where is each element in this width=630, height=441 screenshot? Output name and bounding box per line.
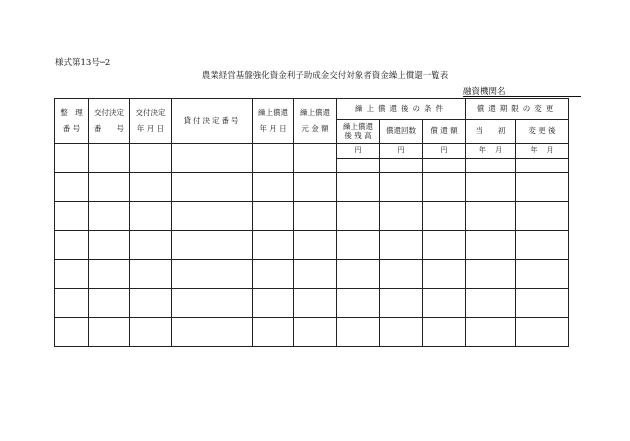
table-cell[interactable] [89, 173, 130, 202]
table-cell[interactable] [172, 289, 253, 318]
repayment-table [54, 98, 569, 347]
table-cell[interactable] [380, 260, 423, 289]
table-cell[interactable] [89, 231, 130, 260]
table-cell[interactable] [380, 318, 423, 347]
table-cell[interactable] [380, 173, 423, 202]
header-kuriage-date: 繰上償還 年 月 日 [253, 99, 294, 144]
table-row [55, 173, 569, 202]
table-cell[interactable] [516, 173, 569, 202]
table-cell[interactable] [423, 260, 466, 289]
table-cell[interactable] [253, 289, 294, 318]
table-cell[interactable] [55, 289, 89, 318]
table-cell[interactable] [89, 260, 130, 289]
table-cell[interactable] [130, 202, 172, 231]
table-cell[interactable] [294, 231, 337, 260]
table-cell[interactable] [516, 289, 569, 318]
institution-label: 融資機関名 [463, 87, 506, 97]
table-row [55, 231, 569, 260]
institution-name-line[interactable] [463, 96, 581, 97]
table-cell[interactable] [253, 173, 294, 202]
table-cell[interactable] [55, 318, 89, 347]
table-cell[interactable] [130, 231, 172, 260]
table-cell[interactable] [55, 202, 89, 231]
table-cell[interactable] [89, 318, 130, 347]
header-conditions: 繰上償還後の条件 [337, 99, 466, 120]
header-initial: 当 初 [466, 120, 516, 144]
header-kofu-date: 交付決定 年 月 日 [130, 99, 172, 144]
table-cell[interactable] [55, 231, 89, 260]
table-cell[interactable] [253, 231, 294, 260]
table-cell[interactable] [337, 318, 380, 347]
table-cell[interactable] [337, 231, 380, 260]
table-cell[interactable] [172, 231, 253, 260]
table-cell[interactable] [130, 260, 172, 289]
table-cell[interactable] [466, 202, 516, 231]
table-cell[interactable] [55, 260, 89, 289]
header-seiri: 整 理 番 号 [55, 99, 89, 144]
table-cell[interactable] [423, 202, 466, 231]
table-cell[interactable] [380, 289, 423, 318]
table-cell[interactable] [172, 202, 253, 231]
table-cell[interactable] [423, 173, 466, 202]
table-row [55, 202, 569, 231]
header-kashitsuke-no: 貸付決定番号 [172, 99, 253, 144]
table-row [55, 318, 569, 347]
table-cell[interactable] [516, 202, 569, 231]
table-cell[interactable] [294, 318, 337, 347]
header-repayment-count: 償還回数 [380, 120, 423, 144]
table-cell[interactable] [130, 318, 172, 347]
table-cell[interactable] [253, 318, 294, 347]
yen-unit: 円 [337, 144, 380, 159]
table-cell[interactable] [466, 260, 516, 289]
table-cell[interactable] [294, 260, 337, 289]
table-cell[interactable] [337, 202, 380, 231]
table-cell[interactable] [172, 318, 253, 347]
table-cell[interactable] [466, 289, 516, 318]
table-cell[interactable] [337, 260, 380, 289]
table-cell[interactable] [130, 173, 172, 202]
table-cell[interactable] [172, 173, 253, 202]
header-after-change: 変 更 後 [516, 120, 569, 144]
table-cell[interactable] [294, 173, 337, 202]
yen-unit: 円 [380, 144, 423, 159]
header-repayment-amount: 償 還 額 [423, 120, 466, 144]
table-cell[interactable] [253, 202, 294, 231]
table-cell[interactable] [89, 289, 130, 318]
table-row [55, 289, 569, 318]
header-balance-after: 繰上償還 後 残 高 [337, 120, 380, 144]
table-cell[interactable] [253, 260, 294, 289]
header-kuriage-amount: 繰上償還 元 金 額 [294, 99, 337, 144]
table-cell[interactable] [466, 173, 516, 202]
table-cell[interactable] [172, 260, 253, 289]
table-cell[interactable] [423, 289, 466, 318]
table-cell[interactable] [516, 260, 569, 289]
table-cell[interactable] [516, 318, 569, 347]
document-title: 農業経営基盤強化資金利子助成金交付対象者資金繰上償還一覧表 [201, 71, 449, 81]
table-cell[interactable] [423, 231, 466, 260]
table-cell[interactable] [423, 318, 466, 347]
header-period-change: 償還期限の変更 [466, 99, 569, 120]
table-cell[interactable] [380, 202, 423, 231]
table-row [55, 260, 569, 289]
table-cell[interactable] [294, 289, 337, 318]
form-number: 様式第13号─2 [55, 58, 111, 68]
year-month-unit: 年 月 [466, 144, 516, 159]
table-cell[interactable] [130, 289, 172, 318]
table-cell[interactable] [294, 202, 337, 231]
table-cell[interactable] [337, 173, 380, 202]
header-kofu-bango: 交付決定 番 号 [89, 99, 130, 144]
table-cell[interactable] [516, 231, 569, 260]
yen-unit: 円 [423, 144, 466, 159]
table-cell[interactable] [466, 231, 516, 260]
table-cell[interactable] [337, 289, 380, 318]
table-cell[interactable] [466, 318, 516, 347]
table-cell[interactable] [380, 231, 423, 260]
year-month-unit: 年 月 [516, 144, 569, 159]
table-row [55, 144, 569, 159]
table-cell[interactable] [55, 173, 89, 202]
table-cell[interactable] [89, 202, 130, 231]
